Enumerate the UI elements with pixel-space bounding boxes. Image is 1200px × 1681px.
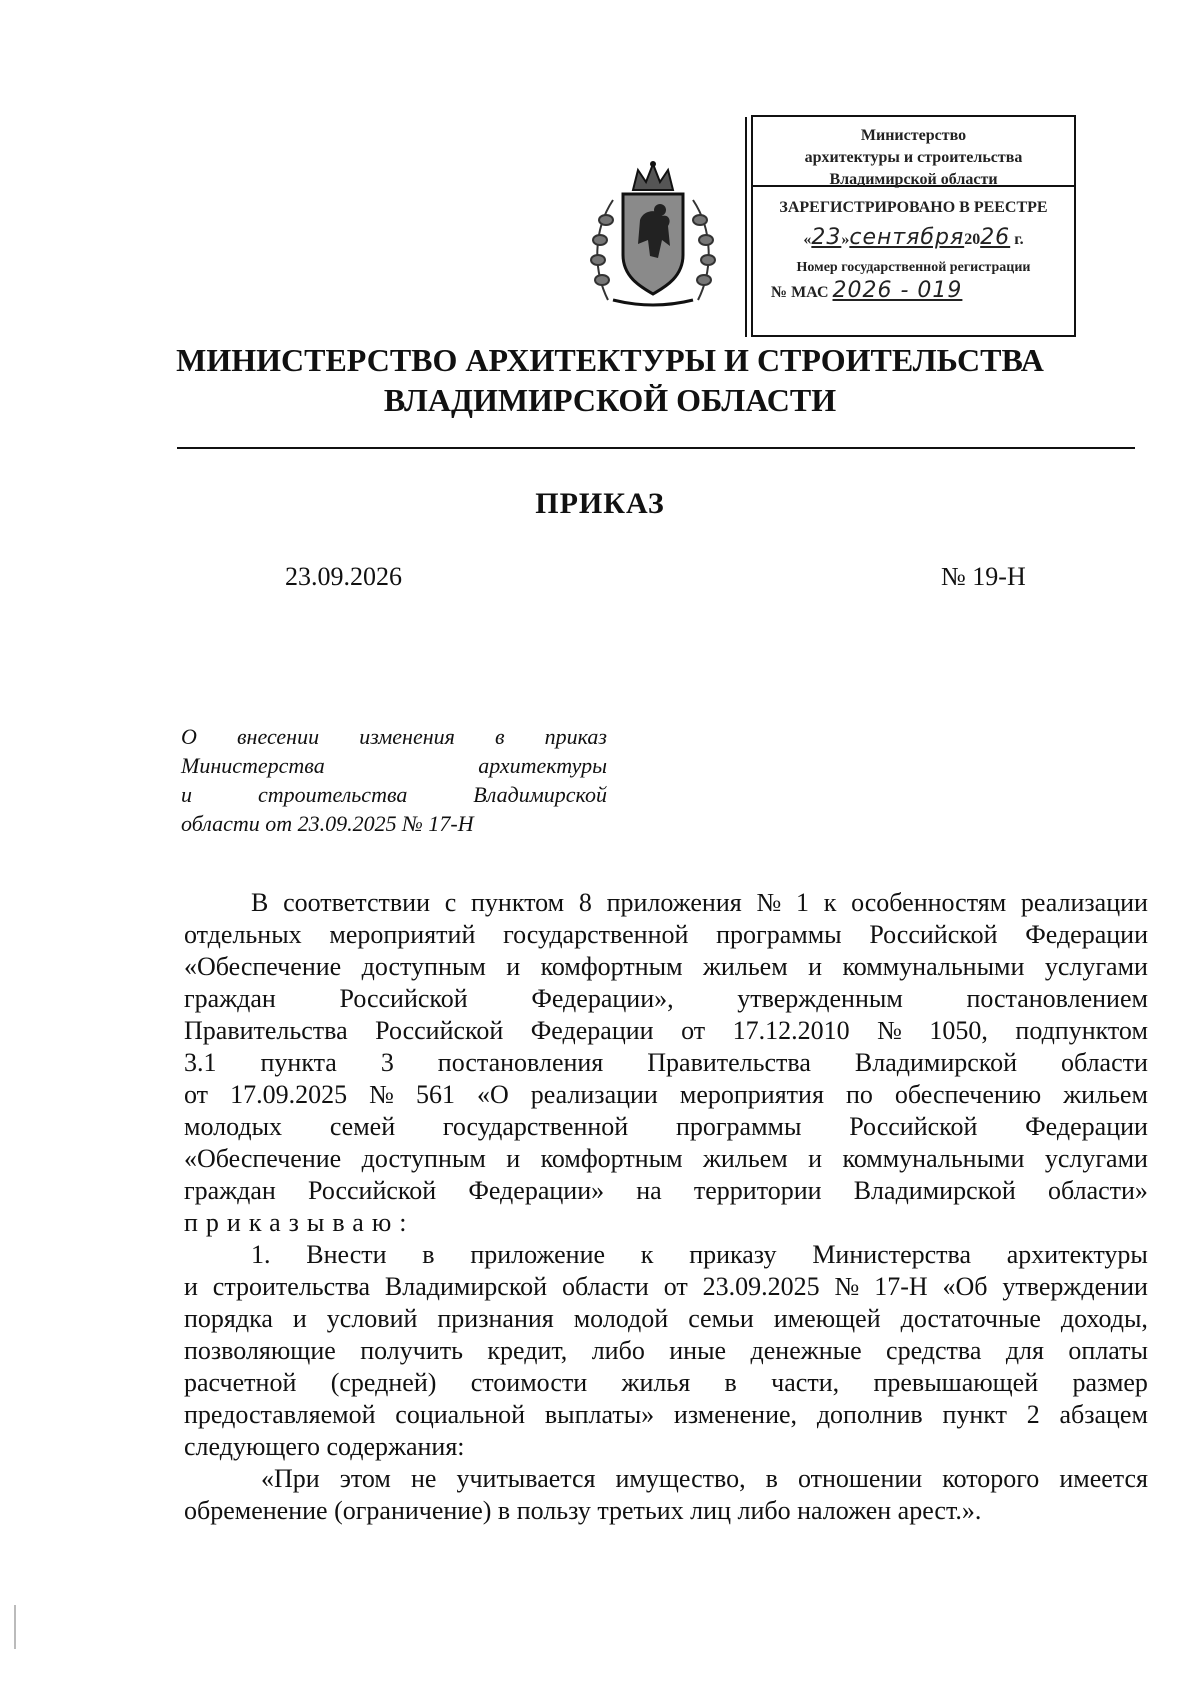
body-word: получить — [360, 1336, 463, 1365]
body-line — [184, 1367, 1148, 1399]
body-word: Правительства — [184, 1016, 348, 1045]
body-word: граждан — [184, 984, 276, 1013]
body-word: комфортным — [540, 1144, 683, 1173]
body-word: порядка — [184, 1304, 273, 1333]
body-word: в — [422, 1240, 435, 1269]
ministry-name-line: ВЛАДИМИРСКОЙ ОБЛАСТИ — [383, 382, 837, 418]
subject-word: архитектуры — [478, 753, 607, 778]
body-word: признания — [437, 1304, 554, 1333]
body-word: коммунальными — [842, 952, 1025, 981]
stamp-date-quote: « — [803, 231, 812, 248]
body-word: услугами — [1044, 1144, 1148, 1173]
body-word: постановления — [437, 1048, 604, 1077]
body-word: выплаты» — [544, 1400, 655, 1429]
body-word: пунктом — [471, 888, 565, 917]
body-word: программы — [716, 920, 842, 949]
body-word: позволяющие — [184, 1336, 336, 1365]
subject-word: приказ — [544, 724, 607, 749]
body-word: иные — [669, 1336, 727, 1365]
body-word: и — [292, 1304, 307, 1333]
body-word: особенностям — [851, 888, 1007, 917]
stamp-date-month: сентября — [849, 225, 965, 250]
registration-stamp — [751, 115, 1076, 337]
body-word: части, — [771, 1368, 840, 1397]
body-word: которого — [942, 1464, 1040, 1493]
body-word: на — [636, 1176, 662, 1205]
body-word: доходы, — [1060, 1304, 1148, 1333]
body-word: и — [506, 1144, 521, 1173]
body-word: № — [834, 1272, 860, 1301]
body-word: для — [1005, 1336, 1044, 1365]
body-word: области — [561, 1272, 649, 1301]
body-word: условий — [326, 1304, 418, 1333]
body-word: дополнив — [816, 1400, 923, 1429]
body-word: В — [251, 888, 269, 917]
body-word: имеющей — [773, 1304, 881, 1333]
body-word: пункта — [260, 1048, 337, 1077]
body-word: по — [845, 1080, 873, 1109]
body-word: услугами — [1044, 952, 1148, 981]
body-word: постановлением — [966, 984, 1148, 1013]
body-word: приказываю: — [184, 1208, 415, 1237]
body-line — [184, 1111, 1148, 1143]
body-word: следующего содержания: — [184, 1432, 465, 1461]
stamp-date-day: 23 — [811, 225, 842, 250]
body-word: подпунктом — [1015, 1016, 1148, 1045]
body-line — [184, 951, 1148, 983]
document-subject — [181, 722, 607, 838]
stamp-org-line: Владимирской области — [829, 171, 998, 188]
body-word: государственной — [442, 1112, 629, 1141]
body-line — [184, 1431, 1148, 1463]
body-word: 23.09.2025 — [702, 1272, 820, 1301]
body-word: приложения — [606, 888, 742, 917]
body-word: граждан — [184, 1176, 276, 1205]
body-word: архитектуры — [1006, 1240, 1148, 1269]
body-word: соответствии — [283, 888, 430, 917]
body-word: государственной — [503, 920, 689, 949]
body-word: обеспечению — [894, 1080, 1042, 1109]
body-word: доступным — [361, 1144, 486, 1173]
stamp-registered-label: ЗАРЕГИСТРИРОВАНО В РЕЕСТРЕ — [779, 199, 1048, 216]
body-word: 17.09.2025 — [230, 1080, 348, 1109]
body-line — [184, 1495, 1148, 1527]
body-word: 8 — [578, 888, 592, 917]
body-word: Российской — [849, 1112, 978, 1141]
stamp-reg-number-label: Номер государственной регистрации — [796, 260, 1031, 275]
body-word: превышающей — [873, 1368, 1039, 1397]
body-word: приказу — [689, 1240, 777, 1269]
body-word: имущество, — [615, 1464, 746, 1493]
subject-word: области от 23.09.2025 № 17-Н — [181, 811, 474, 836]
body-line — [184, 1047, 1148, 1079]
body-word: мероприятий — [329, 920, 476, 949]
body-word: 1 — [795, 888, 809, 917]
body-word: строительства — [212, 1272, 371, 1301]
subject-word: в — [494, 724, 505, 749]
body-word: и — [184, 1272, 198, 1301]
body-word: «При — [261, 1464, 320, 1493]
body-word: абзацем — [1059, 1400, 1148, 1429]
body-word: утверждении — [1002, 1272, 1148, 1301]
stamp-date-year: 26 — [980, 225, 1011, 250]
subject-word: внесении — [237, 724, 320, 749]
body-word: Министерства — [812, 1240, 971, 1269]
vladimir-coat-of-arms-icon — [588, 160, 718, 310]
body-word: № — [756, 888, 782, 917]
body-word: 3 — [380, 1048, 394, 1077]
body-word: к — [640, 1240, 654, 1269]
body-word: либо — [591, 1336, 645, 1365]
document-number: № 19-Н — [941, 562, 1026, 591]
subject-word: и — [181, 782, 192, 807]
subject-word: строительства — [257, 782, 408, 807]
scan-margin-mark — [14, 1605, 16, 1649]
stamp-organization — [753, 117, 1074, 187]
body-line — [184, 1335, 1148, 1367]
body-word: жильем — [1063, 1080, 1148, 1109]
body-word: Внести — [306, 1240, 387, 1269]
body-word: «Обеспечение — [184, 1144, 342, 1173]
body-line — [184, 1207, 1148, 1239]
body-word: изменение, — [673, 1400, 798, 1429]
body-word: этом — [339, 1464, 391, 1493]
body-line — [184, 1015, 1148, 1047]
body-word: мероприятия — [679, 1080, 824, 1109]
subject-line — [181, 780, 607, 809]
body-line — [184, 919, 1148, 951]
body-word: обременение (ограничение) в пользу третьих лиц либо наложен арест.». — [184, 1496, 982, 1525]
body-line — [184, 1143, 1148, 1175]
body-word: «Обеспечение — [184, 952, 342, 981]
subject-word: изменения — [359, 724, 455, 749]
body-word: от — [663, 1272, 688, 1301]
body-word: молодой — [573, 1304, 669, 1333]
body-word: (средней) — [330, 1368, 437, 1397]
subject-word: Владимирской — [473, 782, 607, 807]
body-word: стоимости — [470, 1368, 588, 1397]
ministry-name-line: МИНИСТЕРСТВО АРХИТЕКТУРЫ И СТРОИТЕЛЬСТВА — [176, 342, 1044, 378]
body-word: Российской — [339, 984, 468, 1013]
body-word: социальной — [395, 1400, 526, 1429]
body-word: и — [808, 952, 823, 981]
ministry-name — [150, 340, 1070, 420]
body-word: 17-Н — [874, 1272, 928, 1301]
body-word: доступным — [361, 952, 486, 981]
body-word: в — [765, 1464, 778, 1493]
body-word: Российской — [375, 1016, 504, 1045]
body-line — [184, 1175, 1148, 1207]
body-word: Федерации — [1025, 920, 1148, 949]
body-line — [184, 1399, 1148, 1431]
body-line — [184, 1271, 1148, 1303]
body-word: реализации — [530, 1080, 658, 1109]
stamp-reg-number — [753, 278, 1074, 303]
stamp-reg-number-value: 2026 - 019 — [832, 278, 963, 303]
body-word: Федерации — [530, 1016, 654, 1045]
body-word: 1. — [251, 1240, 271, 1269]
stamp-reg-prefix: № МАС — [771, 284, 829, 301]
stamp-date — [753, 225, 1074, 250]
subject-line — [181, 809, 607, 838]
body-word: Федерации — [1025, 1112, 1148, 1141]
body-line — [184, 983, 1148, 1015]
body-word: и — [506, 952, 521, 981]
body-word: от — [184, 1080, 209, 1109]
body-word: Российской — [869, 920, 998, 949]
body-word: 17.12.2010 — [732, 1016, 850, 1045]
body-word: учитывается — [456, 1464, 596, 1493]
body-word: денежные — [750, 1336, 862, 1365]
stamp-org-line: архитектуры и строительства — [804, 149, 1023, 166]
body-word: с — [444, 888, 457, 917]
body-line — [184, 1079, 1148, 1111]
body-word: 2 — [1026, 1400, 1040, 1429]
body-line — [184, 1303, 1148, 1335]
body-word: 561 — [415, 1080, 455, 1109]
body-word: молодых — [184, 1112, 283, 1141]
body-word: отдельных — [184, 920, 302, 949]
body-word: Правительства — [647, 1048, 811, 1077]
body-word: Владимирской — [384, 1272, 548, 1301]
body-word: оплаты — [1068, 1336, 1148, 1365]
body-word: к — [823, 888, 837, 917]
body-word: имеется — [1059, 1464, 1148, 1493]
body-line — [184, 1239, 1148, 1271]
body-word: жильем — [702, 952, 788, 981]
body-word: приложение — [470, 1240, 606, 1269]
body-word: средства — [886, 1336, 982, 1365]
stamp-org-line: Министерство — [860, 127, 967, 144]
document-date: 23.09.2026 — [285, 562, 402, 591]
body-line — [184, 887, 1148, 919]
header-divider — [177, 447, 1135, 449]
body-word: программы — [675, 1112, 802, 1141]
body-word: Владимирской — [853, 1176, 1016, 1205]
body-word: реализации — [1020, 888, 1148, 917]
body-word: 1050, — [929, 1016, 988, 1045]
body-word: достаточные — [900, 1304, 1041, 1333]
body-word: комфортным — [540, 952, 683, 981]
body-word: в — [724, 1368, 737, 1397]
body-word: не — [410, 1464, 437, 1493]
body-word: жилья — [621, 1368, 691, 1397]
body-word: и — [808, 1144, 823, 1173]
body-word: № — [369, 1080, 394, 1109]
body-word: кредит, — [487, 1336, 568, 1365]
subject-line — [181, 722, 607, 751]
body-word: расчетной — [184, 1368, 297, 1397]
stamp-date-quote: » — [841, 231, 850, 248]
body-word: «О — [476, 1080, 509, 1109]
body-word: семей — [329, 1112, 396, 1141]
body-word: семьи — [688, 1304, 754, 1333]
body-word: предоставляемой — [184, 1400, 376, 1429]
body-word: «Об — [942, 1272, 988, 1301]
stamp-date-year-prefix: 20 — [964, 231, 981, 248]
body-word: от — [681, 1016, 706, 1045]
body-word: Федерации», — [531, 984, 674, 1013]
subject-word: Министерства — [181, 753, 325, 778]
body-word: Владимирской — [854, 1048, 1018, 1077]
body-word: области» — [1048, 1176, 1148, 1205]
body-line — [184, 1463, 1148, 1495]
body-word: утвержденным — [737, 984, 903, 1013]
body-word: территории — [693, 1176, 822, 1205]
body-word: 3.1 — [184, 1048, 217, 1077]
body-word: отношении — [797, 1464, 923, 1493]
document-body — [184, 887, 1148, 1527]
body-word: Федерации» — [468, 1176, 605, 1205]
document-type: ПРИКАЗ — [535, 487, 665, 520]
body-word: Российской — [308, 1176, 437, 1205]
stamp-date-suffix: г. — [1014, 231, 1024, 248]
body-word: размер — [1072, 1368, 1148, 1397]
body-word: № — [877, 1016, 902, 1045]
subject-word: О — [181, 724, 197, 749]
body-word: коммунальными — [842, 1144, 1025, 1173]
subject-line — [181, 751, 607, 780]
stamp-double-border — [745, 117, 755, 337]
body-word: пункт — [942, 1400, 1007, 1429]
body-word: жильем — [702, 1144, 788, 1173]
body-word: области — [1061, 1048, 1148, 1077]
